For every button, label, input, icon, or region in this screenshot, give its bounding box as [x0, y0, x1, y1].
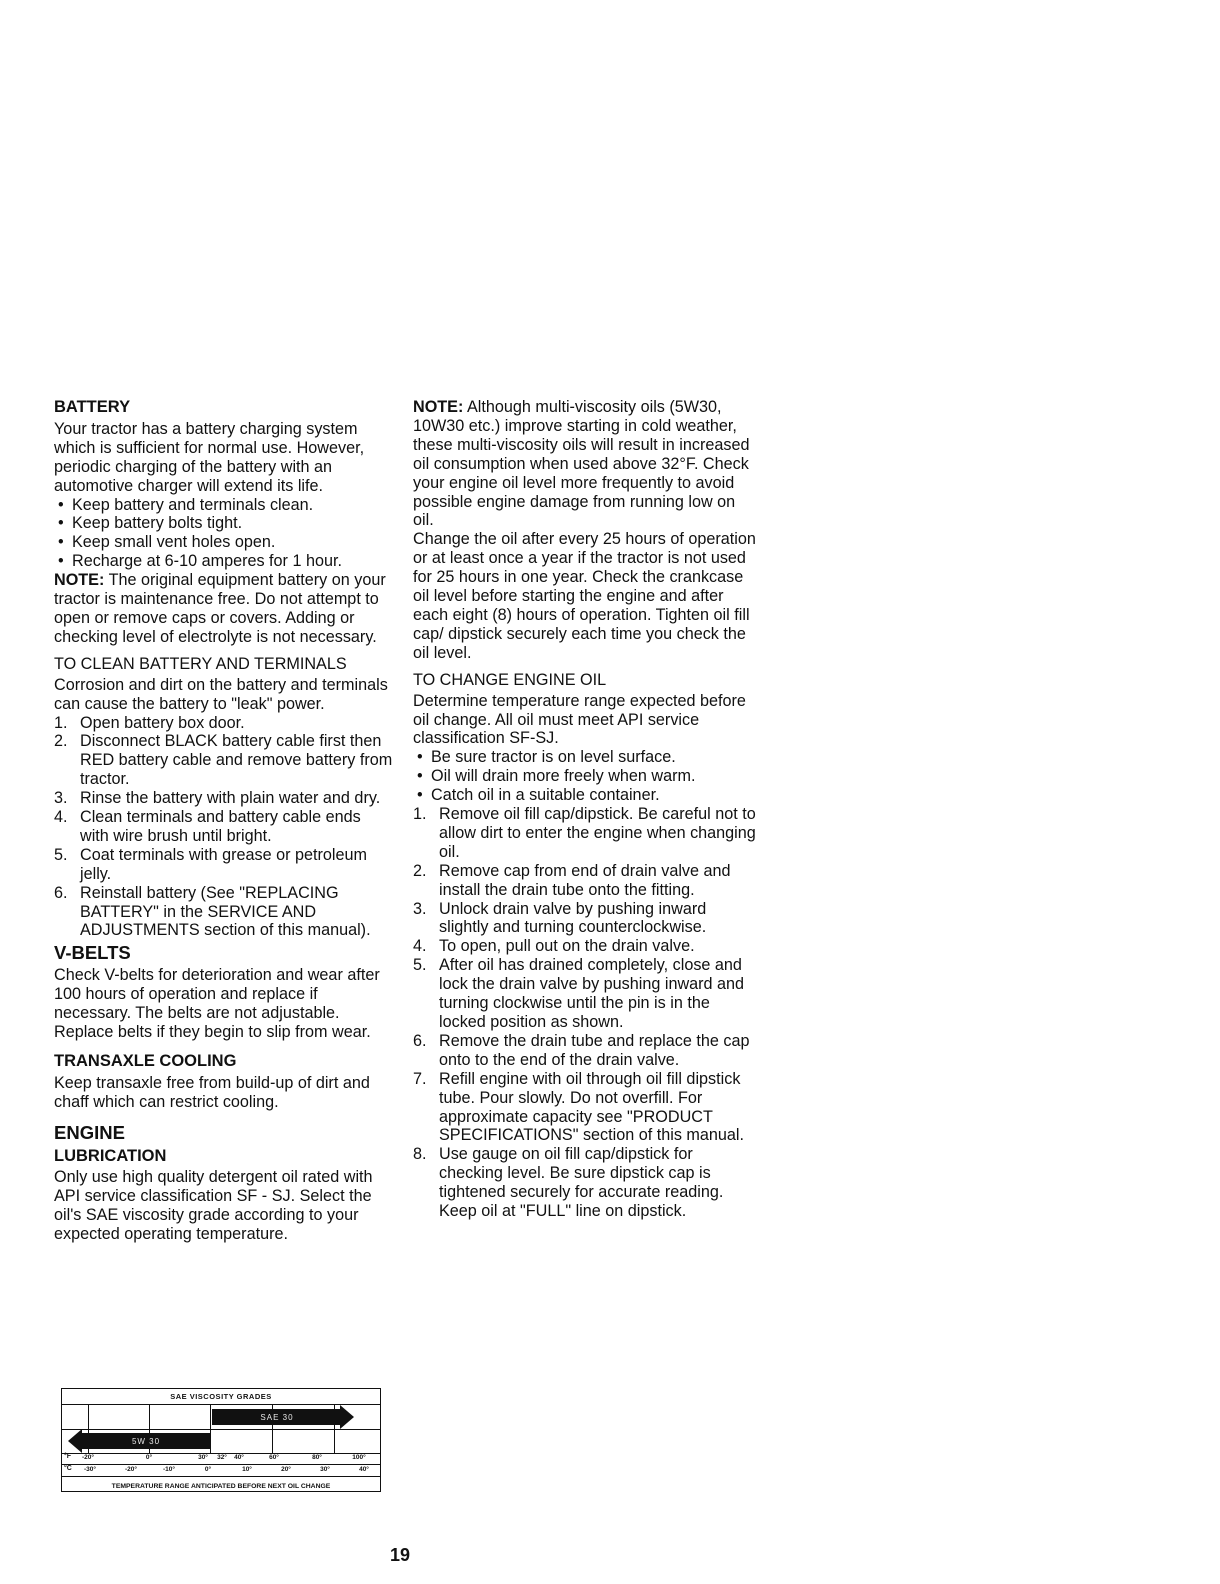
- list-item: 4. To open, pull out on the drain valve.: [413, 937, 695, 956]
- list-item: 1. Open battery box door.: [54, 713, 245, 732]
- chart-footer: TEMPERATURE RANGE ANTICIPATED BEFORE NEXT OIL CHANGE: [111, 1483, 331, 1490]
- celsius-unit: °C: [64, 1465, 72, 1472]
- change-oil-intro: Determine temperature range expected before oil change. All oil must meet API service classification SF-SJ.: [413, 691, 746, 748]
- tick-label: 40°: [234, 1454, 244, 1461]
- note-text: Although multi-viscosity oils (5W30, 10W30 etc.) improve starting in cold weather, these multi-viscosity oils will result in increased oil consumption when used above 32°F. Check your engine oil level more frequently to avoid possible engine damage from running low on oil.: [413, 398, 750, 530]
- fahrenheit-scale: [62, 1453, 380, 1465]
- battery-note: [54, 571, 394, 647]
- celsius-scale: [62, 1465, 380, 1477]
- list-item: • Be sure tractor is on level surface.: [413, 748, 758, 767]
- tick-label: 30°: [320, 1466, 330, 1473]
- list-item: • Keep battery and terminals clean.: [54, 496, 394, 515]
- clean-battery-steps: [54, 714, 394, 941]
- change-oil-heading: TO CHANGE ENGINE OIL: [413, 670, 607, 689]
- tick-label: 30°: [198, 1454, 208, 1461]
- clean-battery-intro: Corrosion and dirt on the battery and terminals can cause the battery to "leak" power.: [54, 675, 388, 713]
- list-item: 1. Remove oil fill cap/dipstick. Be careful not to allow dirt to enter the engine when changing oil.: [413, 805, 756, 861]
- tick-label: 0°: [145, 1454, 153, 1461]
- tick-label: -10°: [163, 1466, 175, 1473]
- fahrenheit-unit: °F: [64, 1453, 72, 1460]
- tick-label: 20°: [281, 1466, 291, 1473]
- sae30-range-bar: SAE 30: [212, 1409, 342, 1425]
- tick-label: -30°: [84, 1466, 96, 1473]
- list-item: • Keep small vent holes open.: [54, 533, 394, 552]
- left-column: [54, 398, 394, 1244]
- battery-bullet-list: [54, 496, 394, 572]
- tick-label: 40°: [359, 1466, 369, 1473]
- transaxle-heading: TRANSAXLE COOLING: [54, 1051, 237, 1070]
- list-item: 2. Remove cap from end of drain valve and install the drain tube onto the fitting.: [413, 861, 731, 899]
- arrow-right-icon: [340, 1405, 354, 1429]
- list-item: • Recharge at 6-10 amperes for 1 hour.: [54, 552, 394, 571]
- multi-viscosity-note: [413, 398, 758, 530]
- grid-line: [62, 1429, 380, 1430]
- change-oil-steps: [413, 805, 758, 1221]
- chart-title: SAE VISCOSITY GRADES: [170, 1392, 272, 1401]
- right-column: [413, 398, 758, 1221]
- list-item: 5. After oil has drained completely, close and lock the drain valve by pushing inward and turning clockwise until the pin is in the locked position as shown.: [413, 956, 745, 1031]
- change-oil-bullets: [413, 748, 758, 805]
- tick-label: -20°: [82, 1454, 94, 1461]
- clean-battery-heading: TO CLEAN BATTERY AND TERMINALS: [54, 654, 347, 673]
- note-label: NOTE:: [413, 398, 464, 416]
- list-item: • Catch oil in a suitable container.: [413, 786, 758, 805]
- oil-change-interval-text: Change the oil after every 25 hours of operation or at least once a year if the tractor is not used for 25 hours in one year. Check the crankcase oil level before starting the engine and after each eight (8) hours of operation. Tighten oil fill cap/ dipstick securely each time you check the oil level.: [413, 530, 756, 662]
- tick-label: 0°: [204, 1466, 212, 1473]
- tick-label: 100°: [352, 1454, 366, 1461]
- page-number: 19: [390, 1545, 411, 1565]
- list-item: • Keep battery bolts tight.: [54, 514, 394, 533]
- list-item: 7. Refill engine with oil through oil fill dipstick tube. Pour slowly. Do not overfill. For approximate capacity see "PRODUCT SPECIFICATIONS" section of this manual.: [413, 1069, 745, 1145]
- engine-heading: ENGINE: [54, 1121, 125, 1143]
- battery-intro: Your tractor has a battery charging system which is sufficient for normal use. However, periodic charging of the battery with an automotive charger will extend its life.: [54, 419, 365, 495]
- note-text: The original equipment battery on your tractor is maintenance free. Do not attempt to open or remove caps or covers. Adding or checking level of electrolyte is not necessary.: [54, 571, 386, 646]
- vbelts-heading: V-BELTS: [54, 942, 131, 964]
- tick-label: 10°: [242, 1466, 252, 1473]
- tick-label: 32°: [217, 1454, 227, 1461]
- battery-heading: BATTERY: [54, 398, 131, 416]
- list-item: 3. Rinse the battery with plain water and dry.: [54, 789, 381, 808]
- list-item: 6. Reinstall battery (See "REPLACING BATTERY" in the SERVICE AND ADJUSTMENTS section of this manual).: [54, 883, 371, 940]
- list-item: 6. Remove the drain tube and replace the cap onto to the end of the drain valve.: [413, 1031, 750, 1069]
- tick-label: -20°: [125, 1466, 137, 1473]
- list-item: 3. Unlock drain valve by pushing inward slightly and turning counterclockwise.: [413, 899, 707, 937]
- tick-label: 60°: [269, 1454, 279, 1461]
- 5w30-range-bar: 5W 30: [82, 1433, 210, 1449]
- list-item: 4. Clean terminals and battery cable ends with wire brush until bright.: [54, 808, 361, 845]
- vbelts-text: Check V-belts for deterioration and wear after 100 hours of operation and replace if necessary. The belts are not adjustable. Replace belts if they begin to slip from wear.: [54, 966, 380, 1041]
- list-item: • Oil will drain more freely when warm.: [413, 767, 758, 786]
- list-item: 2. Disconnect BLACK battery cable first then RED battery cable and remove battery from tractor.: [54, 732, 393, 789]
- lubrication-text: Only use high quality detergent oil rated with API service classification SF - SJ. Select the oil's SAE viscosity grade according to your expected operating temperature.: [54, 1168, 373, 1244]
- lubrication-heading: LUBRICATION: [54, 1146, 167, 1165]
- list-item: 5. Coat terminals with grease or petroleum jelly.: [54, 845, 368, 883]
- list-item: 8. Use gauge on oil fill cap/dipstick for checking level. Be sure dipstick cap is tightened securely for accurate reading. Keep oil at "FULL" line on dipstick.: [413, 1145, 724, 1221]
- tick-label: 80°: [312, 1454, 322, 1461]
- arrow-left-icon: [68, 1429, 82, 1453]
- sae-viscosity-chart: [61, 1388, 381, 1492]
- chart-grid: [62, 1404, 380, 1454]
- transaxle-text: Keep transaxle free from build-up of dirt and chaff which can restrict cooling.: [54, 1073, 370, 1111]
- note-label: NOTE:: [54, 571, 105, 590]
